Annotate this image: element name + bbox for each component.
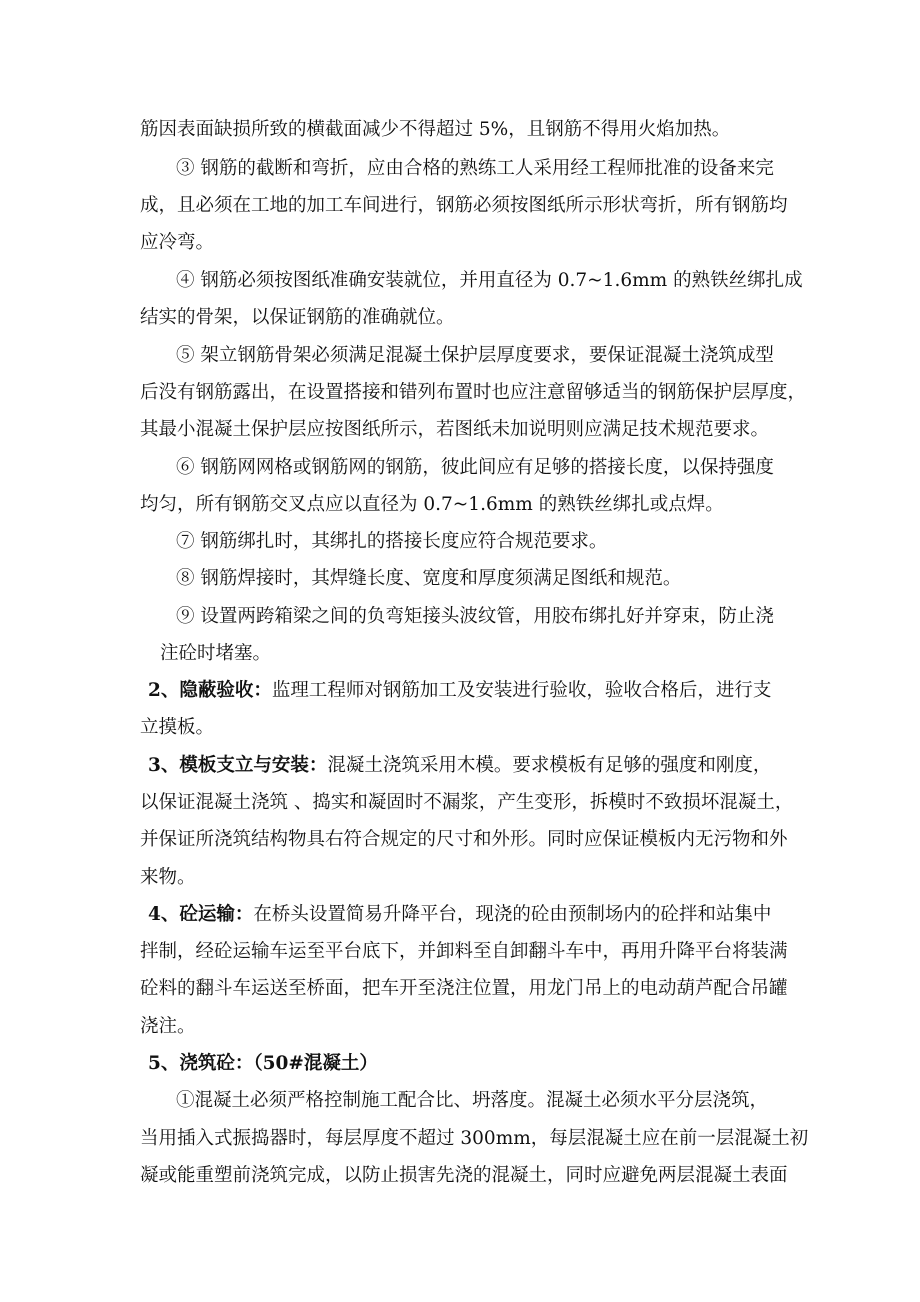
paragraph-line: ⑤ 架立钢筋骨架必须满足混凝土保护层厚度要求，要保证混凝土浇筑成型 <box>176 345 774 366</box>
paragraph-line: ⑥ 钢筋网网格或钢筋网的钢筋，彼此间应有足够的搭接长度，以保持强度 <box>176 457 774 478</box>
paragraph-line: ①混凝土必须严格控制施工配合比、坍落度。混凝土必须水平分层浇筑， <box>176 1090 769 1111</box>
paragraph-line: 以保证混凝土浇筑 、捣实和凝固时不漏浆，产生变形，拆模时不致损坏混凝土， <box>140 792 794 813</box>
paragraph-line: 结实的骨架，以保证钢筋的准确就位。 <box>140 307 455 328</box>
section-5-heading: 5、浇筑砼：（50#混凝土） <box>148 1053 378 1074</box>
paragraph-line: 其最小混凝土保护层应按图纸所示，若图纸未加说明则应满足技术规范要求。 <box>140 419 770 440</box>
paragraph-line: ⑧ 钢筋焊接时，其焊缝长度、宽度和厚度须满足图纸和规范。 <box>176 568 682 589</box>
section-4-text: 在桥头设置简易升降平台，现浇的砼由预制场内的砼拌和站集中 <box>253 904 772 925</box>
section-3-line <box>148 754 798 778</box>
section-2-text: 监理工程师对钢筋加工及安装进行验收，验收合格后，进行支 <box>271 680 772 701</box>
paragraph-line: 筋因表面缺损所致的横截面减少不得超过 5%，且钢筋不得用火焰加热。 <box>140 119 731 140</box>
section-4-heading: 4、砼运输： <box>148 904 254 925</box>
paragraph-line: ⑨ 设置两跨箱梁之间的负弯矩接头波纹管，用胶布绑扎好并穿束，防止浇 <box>176 606 774 627</box>
paragraph-line: 应冷弯。 <box>140 232 215 253</box>
paragraph-line: ⑦ 钢筋绑扎时，其绑扎的搭接长度应符合规范要求。 <box>176 531 608 552</box>
section-2-heading: 2、隐蔽验收： <box>148 680 272 701</box>
paragraph-line: 砼料的翻斗车运送至桥面，把车开至浇注位置，用龙门吊上的电动葫芦配合吊罐 <box>140 978 788 999</box>
paragraph-line: 成，且必须在工地的加工车间进行，钢筋必须按图纸所示形状弯折，所有钢筋均 <box>140 195 788 216</box>
paragraph-line: 均匀，所有钢筋交叉点应以直径为 0.7~1.6mm 的熟铁丝绑扎或点焊。 <box>140 494 724 515</box>
section-3-heading: 3、模板支立与安装： <box>148 755 328 776</box>
paragraph-line: 立摸板。 <box>140 717 215 738</box>
paragraph-line: 后没有钢筋露出，在设置搭接和错列布置时也应注意留够适当的钢筋保护层厚度， <box>140 382 807 403</box>
section-4-line <box>148 903 798 927</box>
paragraph-line: ④ 钢筋必须按图纸准确安装就位，并用直径为 0.7~1.6mm 的熟铁丝绑扎成 <box>176 270 803 291</box>
paragraph-line: 凝或能重塑前浇筑完成，以防止损害先浇的混凝土，同时应避免两层混凝土表面 <box>140 1165 788 1186</box>
paragraph-line: 拌制，经砼运输车运至平台底下，并卸料至自卸翻斗车中，再用升降平台将装满 <box>140 941 788 962</box>
section-3-text: 混凝土浇筑采用木模。要求模板有足够的强度和刚度， <box>327 755 772 776</box>
paragraph-line: 当用插入式振捣器时，每层厚度不超过 300mm，每层混凝土应在前一层混凝土初 <box>140 1128 809 1149</box>
section-2-line <box>148 679 798 703</box>
paragraph-line: 浇注。 <box>140 1016 196 1037</box>
paragraph-line: 来物。 <box>140 867 196 888</box>
paragraph-line: 注砼时堵塞。 <box>160 643 272 664</box>
paragraph-line: 并保证所浇筑结构物具右符合规定的尺寸和外形。同时应保证模板内无污物和外 <box>140 829 788 850</box>
paragraph-line: ③ 钢筋的截断和弯折，应由合格的熟练工人采用经工程师批准的设备来完 <box>176 158 774 179</box>
